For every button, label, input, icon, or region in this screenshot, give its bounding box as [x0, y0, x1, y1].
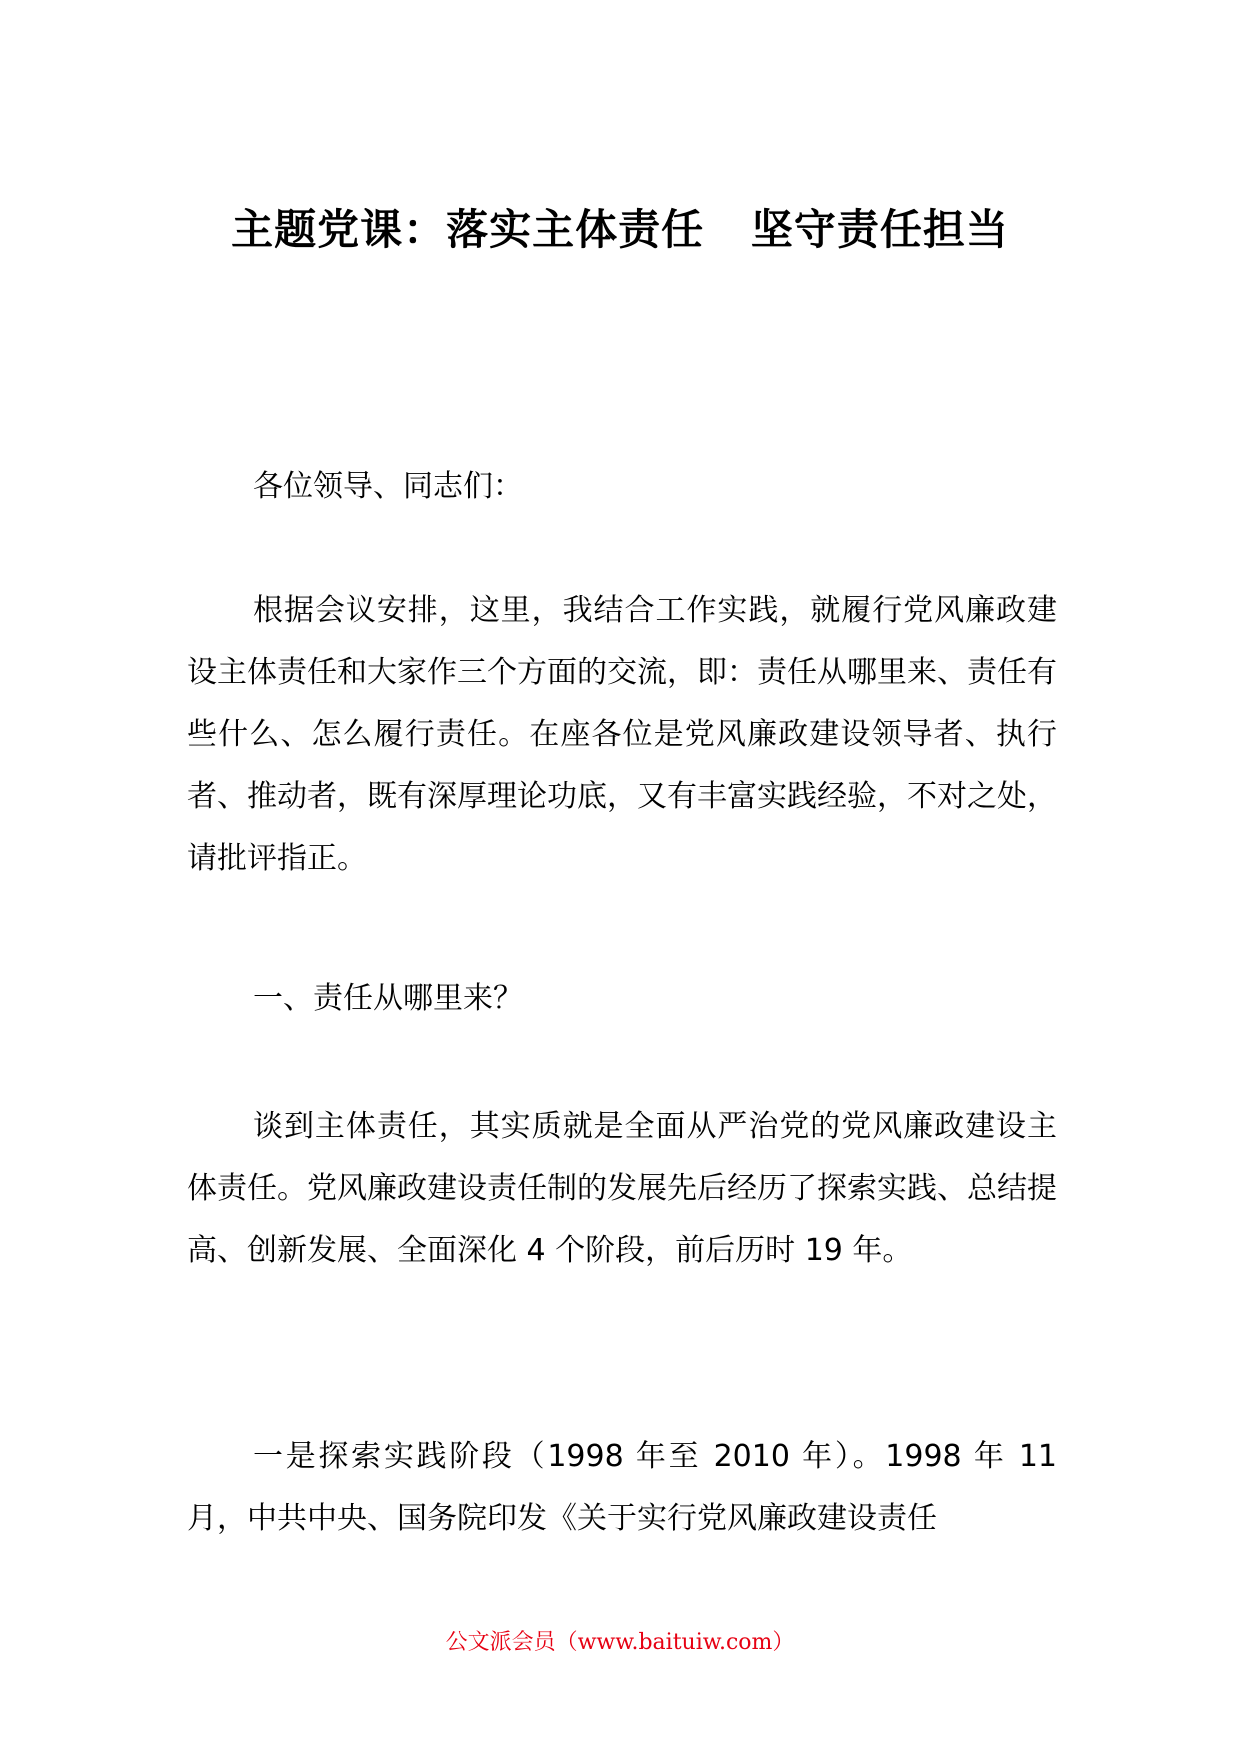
paragraph-main-responsibility: 谈到主体责任，其实质就是全面从严治党的党风廉政建设主体责任。党风廉政建设责任制的发展先后经历了探索实践、总结提高、创新发展、全面深化 4 个阶段，前后历时 19 年。: [187, 1109, 1057, 1268]
document-title: 主题党课：落实主体责任 坚守责任担当: [231, 205, 1009, 254]
paragraph-stage-one: 一是探索实践阶段（1998 年至 2010 年）。1998 年 11 月，中共中央、国务院印发《关于实行党风廉政建设责任: [187, 1439, 1057, 1536]
salutation: 各位领导、同志们：: [253, 469, 523, 504]
footer-watermark: 公文派会员（www.baituiw.com）: [445, 1630, 795, 1655]
section-heading-1: 一、责任从哪里来？: [253, 981, 523, 1016]
paragraph-intro: 根据会议安排，这里，我结合工作实践，就履行党风廉政建设主体责任和大家作三个方面的交流，即：责任从哪里来、责任有些什么、怎么履行责任。在座各位是党风廉政建设领导者、执行者、推动者，既有深厚理论功底，又有丰富实践经验，不对之处，请批评指正。: [187, 593, 1057, 876]
